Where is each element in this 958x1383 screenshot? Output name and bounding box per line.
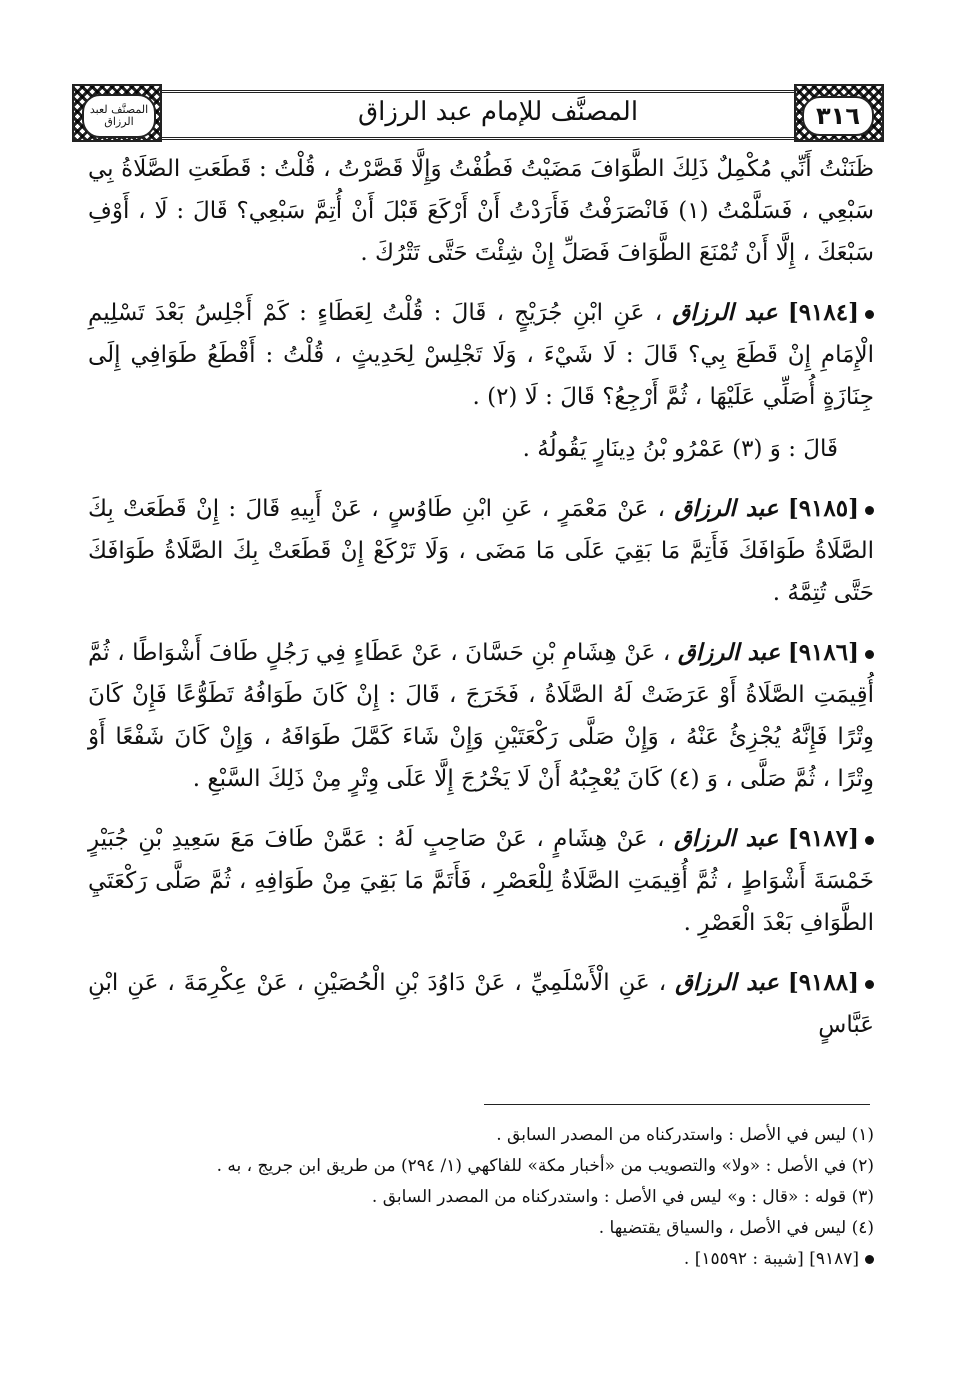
quote-line [88,428,874,470]
hadith-text: ، عَنْ مَعْمَرٍ ، عَنِ ابْنِ طَاوُسٍ ، عَنْ أَبِيهِ قَالَ : إِنْ قَطَعَتْ بِكَ الصَّلَاةُ طَوَافَكَ فَأَتِمَّ مَا بَقِيَ عَلَى مَا مَضَى ، وَلَا تَرْكَعْ إِنْ قَطَعَتْ بِكَ الصَّلَاةُ طَوَافَكَ حَتَّى تُتِمَّهُ . [88,496,874,606]
right-ornament-icon [794,84,884,142]
hadith-number: [٩١٨٤] [787,299,860,326]
hadith-author: عبد الرزاق [674,495,779,522]
running-title: المصنَّف للإمام عبد الرزاق [357,97,639,127]
footnote-1: (١) ليس في الأصل : واستدركناه من المصدر السابق . [496,1125,874,1145]
hadith-number: [٩١٨٨] [787,969,860,996]
footnotes [88,1120,874,1275]
hadith-text: ، عَنْ هِشَامٍ ، عَنْ صَاحِبٍ لَهُ : عَمَّنْ طَافَ مَعَ سَعِيدِ بْنِ جُبَيْرٍ خَمْسَةَ أَشْوَاطٍ ، ثُمَّ أُقِيمَتِ الصَّلَاةُ لِلْعَصْرِ ، فَأَتَمَّ مَا بَقِيَ مِنْ طَوَافِهِ ، ثُمَّ صَلَّى رَكْعَتَيِ الطَّوَافِ بَعْدَ الْعَصْرِ . [88,826,874,936]
hadith-author: عبد الرزاق [677,639,781,666]
hadith-9186 [88,632,874,800]
hadith-author: عبد الرزاق [674,825,779,852]
bullet-icon [865,310,874,319]
reference-text: [٩١٨٧] [شيبة : ١٥٥٩٢] . [683,1249,859,1269]
paragraph-continuation [88,148,874,274]
page-header [72,84,884,142]
hadith-text: ، عَنِ الْأَسْلَمِيِّ ، عَنْ دَاوُدَ بْنِ الْحُصَيْنِ ، عَنْ عِكْرِمَةَ ، عَنِ ابْنِ عَبَّاسٍ [88,970,874,1038]
page-number: ٣١٦ [802,96,874,136]
bullet-icon [865,506,874,515]
quote-text: قَالَ : وَ (٣) عَمْرُو بْنُ دِينَارٍ يَقُولُهُ . [522,436,838,462]
hadith-author: عبد الرزاق [672,299,778,326]
bullet-icon [865,980,874,989]
hadith-9184 [88,292,874,418]
hadith-number: [٩١٨٦] [787,639,860,666]
footnote-4: (٤) ليس في الأصل ، والسياق يقتضيها . [598,1218,874,1238]
hadith-number: [٩١٨٥] [787,495,860,522]
main-text [88,148,874,1046]
header-seal: المصنَّف لعبد الرزاق [82,94,156,138]
footnote-2: (٢) في الأصل : «ولا» والتصويب من «أخبار مكة» للفاكهي (١/ ٢٩٤) من طريق ابن جريج ، به . [216,1156,874,1176]
bullet-icon [865,836,874,845]
hadith-number: [٩١٨٧] [787,825,859,852]
hadith-9185 [88,488,874,614]
hadith-text: ، عَنِ ابْنِ جُرَيْجٍ ، قَالَ : قُلْتُ لِعَطَاءٍ : كَمْ أَجْلِسُ بَعْدَ تَسْلِيمِ الْإِمَامِ إِنْ قَطَعَ بِي؟ قَالَ : لَا شَيْءَ ، وَلَا تَجْلِسْ لِحَدِيثٍ ، قُلْتُ : أَقْطَعُ طَوَافِي إِلَى جِنَازَةٍ أُصَلِّي عَلَيْهَا ، ثُمَّ أَرْجِعُ؟ قَالَ : لَا (٢) . [88,300,874,410]
bullet-icon [865,1255,874,1264]
hadith-9187 [88,818,874,944]
paragraph-text: ظَنَنْتُ أَنِّي مُكْمِلٌ ذَلِكَ الطَّوَافَ مَضَيْتُ فَطُفْتُ وَإِلَّا قَصَّرْتُ ، قُلْتُ : قَطَعَتِ الصَّلَاةُ بِي سَبْعِي ، فَسَلَّمْتُ (١) فَانْصَرَفْتُ فَأَرَدْتُ أَنْ أَرْكَعَ قَبْلَ أَنْ أُتِمَّ سَبْعِي؟ قَالَ : لَا ، أَوْفِ سَبْعَكَ ، إِلَّا أَنْ تُمْنَعَ الطَّوَافَ فَصَلِّ إِنْ شِئْتَ حَتَّى تَتْرُكَ . [88,156,874,266]
left-ornament-icon [72,84,162,142]
footnote-separator [484,1104,870,1105]
footnote-reference [88,1244,874,1275]
hadith-9188 [88,962,874,1046]
hadith-text: ، عَنْ هِشَامِ بْنِ حَسَّانَ ، عَنْ عَطَاءٍ فِي رَجُلٍ طَافَ أَشْوَاطًا ، ثُمَّ أُقِيمَتِ الصَّلَاةُ أَوْ عَرَضَتْ لَهُ الصَّلَاةُ ، فَخَرَجَ ، قَالَ : إِنْ كَانَ طَوَافُهُ تَطَوُّعًا فَإِنْ كَانَ وِتْرًا فَإِنَّهُ يُجْزِئُ عَنْهُ ، وَإِنْ صَلَّى رَكْعَتَيْنِ وَإِنْ شَاءَ كَمَّلَ طَوَافَهُ ، وَإِنْ كَانَ شَفْعًا أَوْ وِتْرًا ، ثُمَّ صَلَّى ، وَ (٤) كَانَ يُعْجِبُهُ أَنْ لَا يَخْرُجَ إِلَّا عَلَى وِتْرٍ مِنْ ذَلِكَ السَّبْعِ . [88,640,874,792]
bullet-icon [865,650,874,659]
footnote-3: (٣) قوله : «قال : و» ليس في الأصل : واستدركناه من المصدر السابق . [371,1187,874,1207]
hadith-author: عبد الرزاق [675,969,779,996]
